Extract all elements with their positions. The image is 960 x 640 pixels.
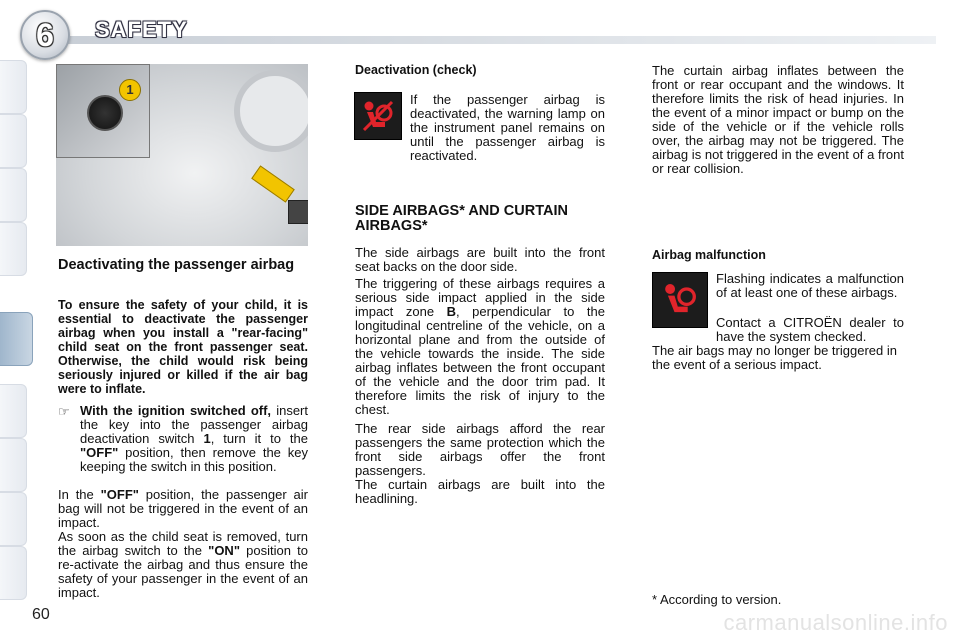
airbag-switch-photo	[56, 64, 308, 246]
footnote: * According to version.	[652, 592, 782, 607]
switch-slot	[288, 200, 308, 224]
airbag-malfunction-warning-icon	[652, 272, 708, 328]
paragraph-text: position, the passenger air bag will not be triggered in the event of an impact.	[58, 487, 308, 530]
page-number: 60	[32, 606, 50, 623]
paragraph-text: , perpendicular to the longitudinal centreline of the vehicle, on a horizontal plane and from the outside of the vehicle towards the inside. The side airbag inflates between the front occupant of the vehicle and the door trim pad. It therefore limits the risk of injury to the chest.	[355, 304, 605, 417]
chapter-tab-active[interactable]	[0, 312, 33, 366]
chapter-number-badge: 6	[20, 10, 70, 60]
callout-badge: 1	[119, 79, 141, 101]
header-bar	[56, 36, 936, 44]
malfunction-paragraph-2: Contact a CITROËN dealer to have the system checked.	[716, 315, 904, 344]
side-airbags-paragraph-2	[355, 277, 605, 417]
switch-inset	[56, 64, 150, 158]
chapter-tab[interactable]	[0, 114, 27, 168]
chapter-tabs	[0, 60, 34, 580]
off-position-paragraph	[58, 488, 308, 530]
pointer-arrow-icon	[251, 165, 295, 202]
deactivation-switch-knob	[87, 95, 123, 131]
chapter-tab[interactable]	[0, 60, 27, 114]
side-airbags-paragraph-3: The rear side airbags afford the rear passengers the same protection which the front side airbags offer the front passengers.	[355, 421, 605, 478]
chapter-tab[interactable]	[0, 438, 27, 492]
on-position-paragraph	[58, 530, 308, 600]
instruction-text: insert the key into the passenger airbag deactivation switch	[80, 403, 309, 446]
side-airbags-paragraph-1: The side airbags are built into the front seat backs on the door side.	[355, 245, 605, 274]
deactivation-check-text: If the passenger airbag is deactivated, the warning lamp on the instrument panel remains on until the passenger airbag is reactivated.	[410, 92, 605, 163]
side-airbags-heading: SIDE AIRBAGS* AND CURTAIN AIRBAGS*	[355, 203, 568, 234]
deactivation-instruction	[80, 404, 308, 474]
switch-ref: 1	[203, 431, 211, 446]
on-label: "ON"	[208, 543, 240, 558]
watermark: carmanualsonline.info	[723, 610, 948, 635]
paragraph-text: The triggering of these airbags requires a serious side impact applied in the side impact zone	[355, 276, 605, 319]
instruction-text: , turn it to the	[210, 431, 308, 446]
side-airbags-paragraph-4: The curtain airbags are built into the headlining.	[355, 477, 605, 506]
airbag-deactivated-warning-icon	[354, 92, 402, 140]
airbag-malfunction-heading: Airbag malfunction	[652, 248, 766, 262]
instruction-text: position, then remove the key keeping the switch in this position.	[80, 445, 308, 474]
chapter-tab[interactable]	[0, 546, 27, 600]
child-safety-warning: To ensure the safety of your child, it is essential to deactivate the passenger airbag when you install a "rear-facing" child seat on the front passenger seat. Otherwise, the child would risk being seriously injured or killed if the air bag were to inflate.	[58, 298, 308, 396]
airbag-malfunction-warning-icon	[658, 278, 702, 322]
section-heading-deactivating: Deactivating the passenger airbag	[58, 257, 295, 273]
airbag-deactivated-warning-icon	[358, 96, 398, 136]
chapter-tab[interactable]	[0, 492, 27, 546]
deactivation-check-heading: Deactivation (check)	[355, 63, 477, 77]
chapter-tab[interactable]	[0, 222, 27, 276]
off-label: "OFF"	[80, 445, 119, 460]
chapter-tab[interactable]	[0, 168, 27, 222]
zone-ref: B	[446, 304, 456, 319]
chapter-title: SAFETY	[95, 17, 188, 42]
air-vent	[234, 70, 308, 152]
instruction-lead: With the ignition switched off,	[80, 403, 272, 418]
curtain-airbag-text: The curtain airbag inflates between the front or rear occupant and the windows. It therefore limits the risk of head injuries. In the event of a minor impact or bump on the side of the vehicle or if the vehicle rolls over, the airbag may not be triggered. The airbag is not triggered in the event of a front or rear collision.	[652, 63, 904, 176]
chapter-tab[interactable]	[0, 384, 27, 438]
paragraph-text: In the	[58, 487, 101, 502]
paragraph-text: As soon as the child seat is removed, turn the airbag switch to the	[58, 529, 308, 558]
pointing-hand-icon: ☞	[58, 404, 70, 419]
malfunction-paragraph-3: The air bags may no longer be triggered in the event of a serious impact.	[652, 343, 897, 372]
paragraph-text: position to re-activate the airbag and thus ensure the safety of your passenger in the event of an impact.	[58, 543, 308, 600]
malfunction-paragraph-1: Flashing indicates a malfunction of at least one of these airbags.	[716, 271, 904, 300]
off-label: "OFF"	[100, 487, 139, 502]
